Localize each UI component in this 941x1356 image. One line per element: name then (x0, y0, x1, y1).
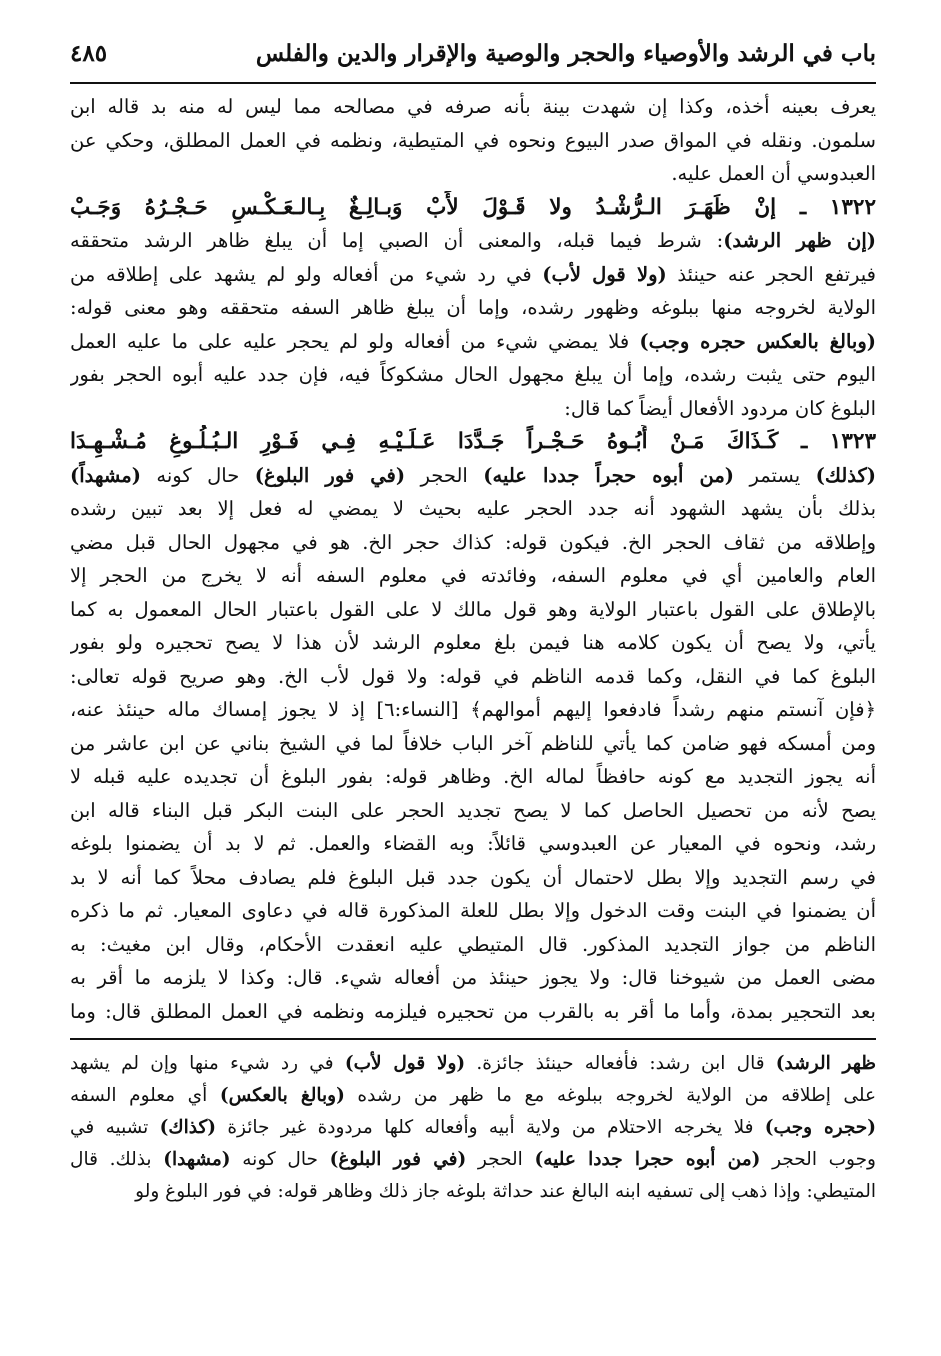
text-line (70, 459, 876, 493)
bold-phrase: (وبالغ بالعكس حجره وجب) (639, 329, 876, 353)
text-line (70, 1048, 876, 1080)
text-line (70, 1080, 876, 1112)
bold-phrase: (مشهداً) (70, 463, 141, 487)
text-run: المتيطي: وإذا ذهب إلى تسفيه ابنه البالغ عند حداثة بلوغه جاز ذلك وظاهر قوله: في فور البلوغ ولو (135, 1181, 876, 1202)
text-run: على إطلاقه من الولاية لخروجه ببلوغه مع ما ظهر من رشده (344, 1085, 876, 1106)
text-line: يعرف بعينه أخذه، وكذا إن شهدت بينة بأنه صرفه في مصالحه مما ليس له منه بد قاله ابن (70, 95, 876, 118)
text-line: ومن أمسكه فهو ضامن كما يأتي للناظم آخر الباب خلافاً لما في الشيخ بناني عن ابن عاشر من (70, 731, 876, 755)
bold-phrase: (كذلك) (815, 463, 876, 487)
text-run: يستمر (734, 463, 816, 487)
text-line: بعد التحجير بمدة، وأما ما أقر به بالقرب من تحجيره فيلزمه ونظمه في العمل المطلق قال: وما (70, 999, 876, 1023)
text-line: مضى العمل من شيوخنا قال: ولا يجوز حينئذ من أفعاله شيء. قال: وكذا لا يلزمه ما أقر به (70, 966, 876, 989)
text-run: في رد شيء من أفعاله ولو لم يشهد على إطلاقه من (70, 262, 543, 286)
bold-phrase: (وبالغ بالعكس) (219, 1085, 345, 1106)
text-run: فلا يخرجه الاحتلام من ولاية أبيه وأفعاله كلها مردودة غير جائزة (216, 1117, 765, 1138)
text-line: ﴿فإن آنستم منهم رشداً فادفعوا إليهم أموالهم﴾ [النساء:٦] إذ لا يجوز إمساك ماله حينئذ عنه، (70, 698, 876, 721)
text-line: بذلك بأن يشهد الشهود أنه جدد الحجر عليه بحيث لا يمضي له فعل إلا بعد تبين رشده (70, 497, 876, 520)
bold-phrase: (مشهدا) (163, 1149, 231, 1170)
text-line (70, 1112, 876, 1144)
text-line: يأتي، ولا يصح أن يكون كلامه هنا فيمن بلغ معلوم الرشد لأن هذا لا يصح تحجيره ولو بفور (70, 631, 876, 654)
text-line (70, 1144, 876, 1176)
text-run: فيرتفع الحجر عنه حينئذ (666, 262, 876, 286)
bold-phrase: (حجره وجب) (764, 1117, 876, 1138)
bold-phrase: (ولا قول لأب) (344, 1053, 466, 1074)
text-line: أنه يجوز التجديد مع كونه حافظاً لماله الخ. وظاهر قوله: بفور البلوغ أن تجديده عليه قبله لا (70, 765, 876, 788)
text-line: رشد، ونحوه في المعيار عن العبدوسي قائلاً: وبه القضاء والعمل. ثم لا بد أن يضمنوا بلوغه (70, 832, 876, 855)
text-run: قال ابن رشد: فأفعاله حينئذ جائزة. (465, 1053, 776, 1074)
text-run: أي معلوم السفه (70, 1085, 220, 1106)
text-line: الناظم من جواز التجديد المذكور. قال المتيطي عليه انعقدت الأحكام، وقال ابن مغيث: به (70, 932, 876, 956)
verse-line: ١٣٢٢ ـ إنْ ظَهَـرَ الـرُّشْـدُ ولا قَـوْلَ لأَبْ وَبـالِـغٌ بِـالـعَـكْـسِ حَـجْـرُهُ وَجَـبْ (70, 194, 876, 220)
bold-phrase: (ولا قول لأب) (542, 262, 667, 286)
bold-phrase: (كذاك) (159, 1117, 217, 1138)
text-line: في رسم التجديد وإلا بطل لاحتمال أن يكون جدد قبل البلوغ فلم يصادف محلاً كما أنه لا بد (70, 865, 876, 889)
text-line: سلمون. ونقله في المواق صدر البيوع ونحوه في المتيطية، ونظمه في العمل المطلق، وحكي عن (70, 128, 876, 152)
text-line: اليوم حتى يثبت رشده، وإما أن يبلغ مجهول الحال مشكوكاً فيه، فإن جدد عليه أبوه الحجر بفور (70, 363, 876, 386)
text-run: بذلك. قال (70, 1149, 164, 1170)
text-run: وجوب الحجر (760, 1149, 876, 1170)
main-text (70, 90, 876, 1028)
book-page (70, 34, 876, 1208)
footnotes (70, 1048, 876, 1208)
text-run: الحجر (405, 463, 484, 487)
page-header (70, 34, 876, 84)
text-line (70, 325, 876, 359)
text-run: تشبيه في (70, 1117, 160, 1138)
text-run: الحجر (466, 1149, 535, 1170)
text-run: حال كونه (230, 1149, 330, 1170)
text-run: فلا يمضي شيء من أفعاله ولو لم يحجر عليه على ما عليه العمل (70, 329, 640, 353)
text-line (70, 258, 876, 292)
text-run: حال كونه (140, 463, 255, 487)
footnote-separator (70, 1038, 876, 1040)
bold-phrase: (من أبوه حجراً جددا عليه) (483, 463, 734, 487)
text-line: وإطلاقه من ثقاف الحجر الخ. فيكون قوله: كذاك حجر الخ. هو في مجهول الحال قبل مضي (70, 530, 876, 554)
bold-phrase: (إن ظهر الرشد) (723, 229, 876, 252)
page-number: ٤٨٥ (70, 40, 108, 67)
text-run: في رد شيء منها وإن لم يشهد (70, 1053, 345, 1074)
text-line: بالإطلاق على القول باعتبار الولاية وهو قول مالك لا على القول باعتبار الحال المعمول به كما (70, 597, 876, 621)
text-run: : شرط فيما قبله، والمعنى أن الصبي إما أن يبلغ ظاهر الرشد متحققه (70, 229, 724, 252)
text-line (70, 224, 876, 258)
text-line: العبدوسي أن العمل عليه. (671, 162, 876, 185)
chapter-title: باب في الرشد والأوصياء والحجر والوصية والإقرار والدين والفلس (255, 40, 876, 67)
bold-phrase: (في فور البلوغ) (329, 1149, 467, 1170)
text-line: أن يضمنوا في البنت وقت الدخول وإلا بطل للعلة المذكورة قاله في دعاوى المعيار. ثم ما ذكره (70, 899, 876, 922)
text-line: يصح لأنه من تحصيل الحاصل كما لا يصح تجديد الحجر على البنت البكر قبل البناء قاله ابن (70, 798, 876, 822)
text-line: العام والعامين أي في معلوم السفه، وفائدته في معلوم السفه أنه لا يخرج من الحجر إلا (70, 564, 876, 587)
text-line (70, 1176, 876, 1208)
text-line: الولاية لخروجه منها ببلوغه وظهور رشده، وإما أن يبلغ ظاهر السفه متحققه وهو معنى قوله: (70, 296, 876, 319)
verse-line: ١٣٢٣ ـ كَـذَاكَ مَـنْ أَبُـوهُ حَـجْـراً جَـدَّدَا عَـلَـيْـهِ فِـي فَـوْرِ الـبُـلُـوغِ مُـشْـهِـدَا (70, 429, 876, 454)
text-line: البلوغ كما في النقل، وكما قدمه الناظم في قوله: ولا قول لأب الخ. وهو صريح قوله تعالى: (70, 664, 876, 688)
bold-phrase: (من أبوه حجرا جددا عليه) (534, 1149, 761, 1170)
bold-phrase: (في فور البلوغ) (254, 463, 406, 487)
bold-phrase: ظهر الرشد) (775, 1053, 876, 1074)
text-line: البلوغ كان مردود الأفعال أيضاً كما قال: (564, 396, 876, 420)
